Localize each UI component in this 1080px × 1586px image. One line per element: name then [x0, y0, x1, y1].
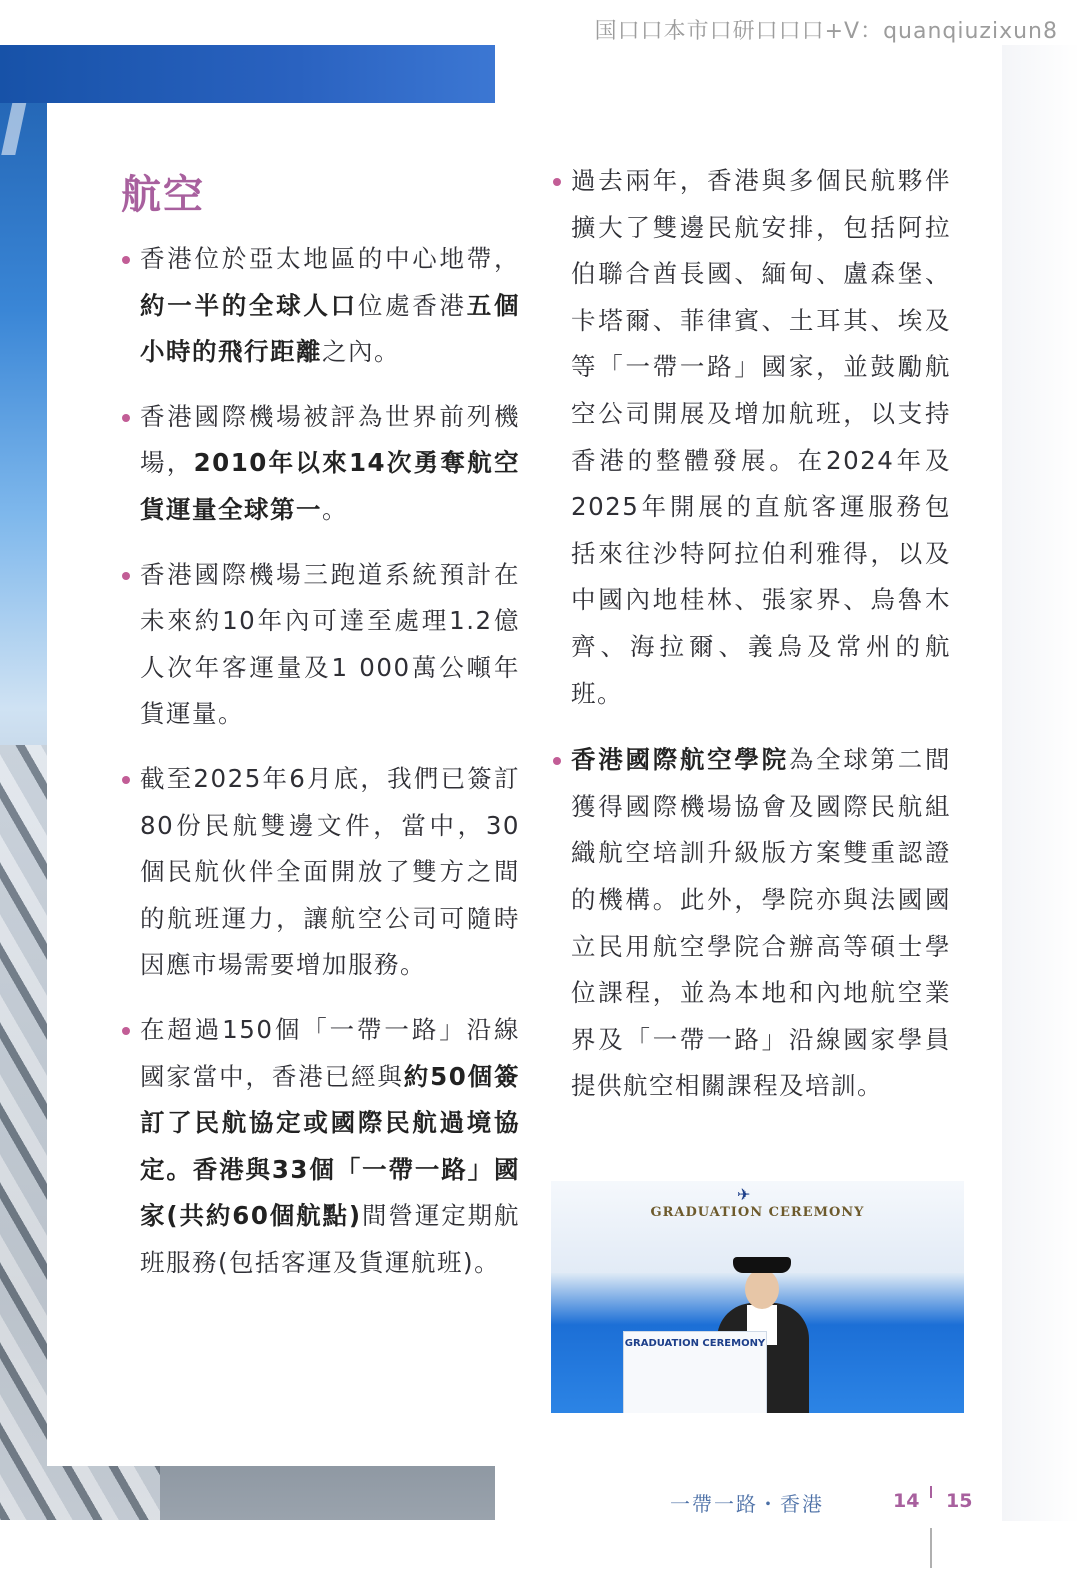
graduation-cap-icon	[733, 1257, 791, 1273]
right-column	[551, 158, 951, 1130]
body-text: 之內。	[322, 337, 400, 367]
bold-text: 2010年以來14次勇奪航空貨運量全球第一	[140, 448, 520, 524]
right-margin	[1002, 45, 1080, 1521]
podium	[623, 1331, 767, 1413]
speaker-head	[745, 1269, 779, 1309]
bold-text: 約50個簽訂了民航協定或國際民航過境協定。香港與33個「一帶一路」國家(共約60個航點)	[140, 1061, 520, 1231]
section-title: 航空	[121, 172, 205, 218]
ceremony-title: GRADUATION CEREMONY	[650, 1205, 865, 1220]
bullet-item	[120, 236, 520, 376]
bold-text: 香港國際航空學院	[571, 745, 789, 775]
top-blue-band	[0, 45, 495, 103]
bullet-item	[120, 552, 520, 738]
bullet-item	[120, 756, 520, 989]
bold-text: 約一半的全球人口	[140, 290, 358, 320]
academy-logo-icon: ✈	[737, 1185, 751, 1204]
body-text: 香港位於亞太地區的中心地帶，	[140, 244, 520, 273]
bold-text: 五個小時的飛行距離	[140, 290, 521, 367]
body-text: 間營運定期航班服務(包括客運及貨運航班)。	[140, 1201, 520, 1277]
watermark: 国口口本市口研口口口+V：quanqiuzixun8	[594, 19, 1058, 44]
page-number-right: 15	[946, 1490, 973, 1512]
body-text: 位處香港	[357, 290, 467, 320]
body-text: 過去兩年，香港與多個民航夥伴擴大了雙邊民航安排，包括阿拉伯聯合酋長國、緬甸、盧森堡、卡塔爾、菲律賓、土耳其、埃及等「一帶一路」國家，並鼓勵航空公司開展及增加航班，以支持香港的整體發展。在2024年及2025年開展的直航客運服務包括來往沙特阿拉伯利雅得，以及中國內地桂林、張家界、烏魯木齊、海拉爾、義烏及常州的航班。	[571, 166, 951, 708]
bottom-rule	[930, 1528, 932, 1568]
left-column	[120, 236, 520, 1304]
body-text: 香港國際機場被評為世界前列機場，	[140, 401, 520, 478]
body-text: 。	[322, 494, 348, 524]
page-number-left: 14	[893, 1490, 920, 1512]
body-text: 為全球第二間獲得國際機場協會及國際民航組織航空培訓升級版方案雙重認證的機構。此外，學院亦與法國國立民用航空學院合辦高等碩士學位課程，並為本地和內地航空業界及「一帶一路」沿線國家學員提供航空相關課程及培訓。	[571, 745, 952, 1101]
bullet-item	[551, 737, 951, 1110]
body-text: 截至2025年6月底，我們已簽訂80份民航雙邊文件，當中，30個民航伙伴全面開放了雙方之間的航班運力，讓航空公司可隨時因應市場需要增加服務。	[140, 763, 520, 980]
podium-text: GRADUATION CEREMONY	[624, 1338, 766, 1349]
footer-title: 一帶一路・香港	[670, 1492, 824, 1516]
page-divider	[930, 1486, 932, 1498]
bullet-item	[120, 394, 520, 534]
graduation-ceremony-photo	[551, 1181, 964, 1413]
bullet-item	[120, 1007, 520, 1287]
body-text: 在超過150個「一帶一路」沿線國家當中，香港已經與	[140, 1014, 520, 1091]
body-text: 香港國際機場三跑道系統預計在未來約10年內可達至處理1.2億人次年客運量及1 000萬公噸年貨運量。	[140, 559, 520, 729]
bullet-item	[551, 158, 951, 717]
